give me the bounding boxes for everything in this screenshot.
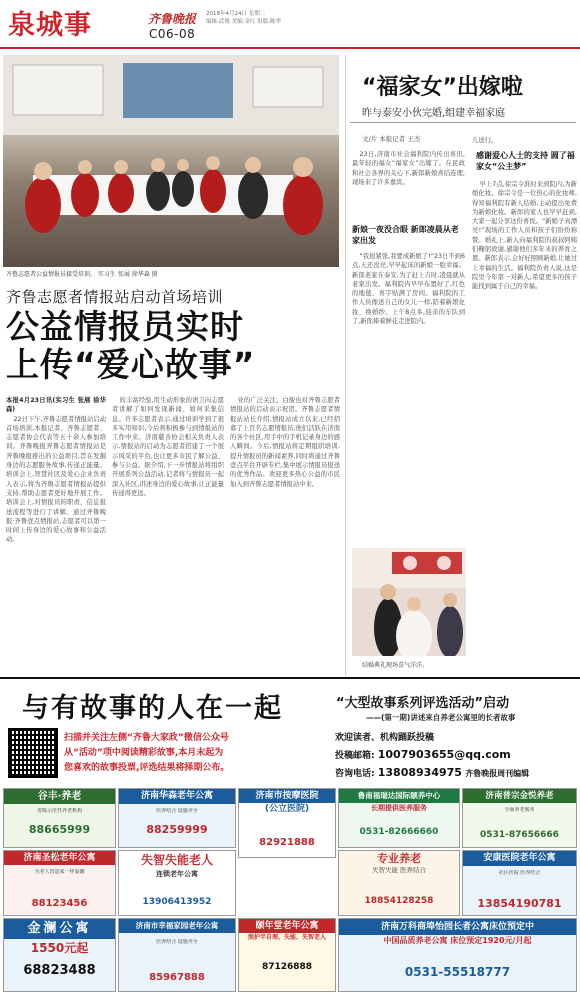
phone-number[interactable]: 13808934975 (377, 766, 462, 779)
ad-tel: 88259999 (146, 823, 208, 836)
side-col2-text: 早上7点,徐宗令准时来到院内,为新娘化妆。徐宗令是一位热心的化妆师,得知福利院有新人结婚,主动提出免费为新娘化妆。新郎的家人也早早赶到,大家一起分享这份喜悦。“新娘子真漂亮!”现场的工作人员和孩子们纷纷称赞。婚礼上,新人向福利院的叔叔阿姨们鞠躬致谢,感谢他们多年来的养育之恩。新郎表示,会好好照顾新娘,让她过上幸福的生活。福利院负责人说,这是院里今年第一对新人,希望更多的孩子能找到属于自己的幸福。 (472, 181, 577, 291)
ad-tel: 13906413952 (142, 897, 212, 907)
editors-line: 编辑:武俊 美编:金红 组版:陈华 (206, 19, 282, 25)
main-story-col3: 业的广泛关注。白骏也对齐鲁志愿者情报站的启动表示祝贺。齐鲁志愿者情报站站长介绍,情报站成立以来,已经招募了上百名志愿情报员,他们活跃在济南的各个社区,用手中的手机记录身边的感人瞬间。今后,情报站将定期组织培训,提升情报员的新闻素养,同时将通过齐鲁壹点平台开辟专栏,集中展示情报员报送的优秀作品。欢迎更多热心公益的市民加入到齐鲁志愿者情报站中来。 (230, 397, 340, 488)
ad-tel: 85967888 (149, 972, 205, 983)
ad-title: 颐年堂老年公寓 (239, 919, 335, 933)
ad-gufeng[interactable] (3, 788, 116, 848)
ad-ankang[interactable] (462, 850, 577, 916)
ad-title: 济南圣松老年公寓 (4, 851, 115, 865)
ad-sub: 照护半自理、失能、失智老人 (247, 934, 326, 941)
main-story-col2: 的丰富经验,用生动形象的语言向志愿者讲解了如何发现新闻、如何采集信息。许多志愿者表示,通过培训学到了很多实用知识,今后将积极参与到情报站的工作中来。济南慈善协会相关负责人表示,情报站的启动为志愿者搭建了一个展示风采的平台,也让更多市民了解公益、参与公益。据介绍,下一步情报站将组织开展系列公益活动,记者将与情报员一起深入社区,讲述身边的爱心故事,让正能量传递得更远。 (112, 397, 224, 497)
instruction-line-3: 您喜欢的故事投票,评选结果将择期公布。 (64, 763, 230, 773)
ad-title: 失智失能老人 (140, 853, 213, 867)
ad-title: 济南市按摩医院 (239, 789, 335, 803)
ad-title: 济南华森老年公寓 (119, 789, 235, 804)
wedding-caption: 结婚典礼现场喜气洋洋。 (362, 662, 429, 669)
ad-shengsong[interactable] (3, 850, 116, 916)
training-scene-illustration (3, 55, 339, 267)
ad-zhuanye[interactable] (338, 850, 460, 916)
ad-sub: 失智失能 医养结合 (371, 867, 427, 874)
wedding-scene-illustration (352, 548, 466, 656)
side-col2-top: 儿送行。 (472, 137, 498, 144)
column-name: 泉城事 (8, 10, 92, 41)
ad-band-top-rule (0, 677, 580, 679)
side-col1-bottom: “我很紧张,我要成新娘了!”23日不到6点,天还没亮,早早起床的新娘一脸幸福。新郎老家在泰安,为了赶上吉时,凌晨就从老家出发。福利院内早早布置好了,红色的地毯、喜字贴满了房间。福利院的工作人员像送自己的女儿一样,陪着新娘化妆、换婚纱。上午8点多,迎亲的车队到了,新郎捧着鲜花走进院内。 (352, 253, 465, 326)
ad-massage-hospital[interactable] (238, 788, 336, 858)
photo-caption: 齐鲁志愿者公益情报员接受培训。 实习生 张展 徐华森 摄 (6, 271, 158, 278)
ad-tel: 88123456 (31, 898, 88, 909)
ad-sub: 长期提供医养服务 (371, 804, 427, 812)
side-byline: 文/片 本报记者 王杰 (362, 135, 421, 143)
wedding-photo (352, 548, 466, 656)
ad-tel: 88665999 (28, 823, 91, 836)
ad-tel: 0531-55518777 (404, 965, 511, 979)
instruction-line-2: 从“活动”项中阅读精彩故事,本月末起为 (64, 748, 224, 758)
ad-sub: 全面养老服务 (504, 807, 535, 813)
side-subhead: 昨与泰安小伙完婚,组建幸福家庭 (362, 108, 506, 119)
ad-sub: (公立医院) (264, 804, 310, 814)
ad-band-slogan: 与有故事的人在一起 (22, 693, 283, 724)
ad-sub: 医养结合 设施齐全 (156, 808, 198, 814)
ad-title: 金澜公寓 (4, 919, 115, 939)
column-divider (345, 55, 346, 675)
ad-title: 济南万科商埠怡园长者公寓床位预定中 (339, 919, 576, 935)
main-story-col1 (6, 396, 106, 672)
email-label: 投稿邮箱: (335, 751, 375, 761)
ad-title: 鲁南福瑞达国际颐养中心 (339, 789, 459, 803)
event-title: “大型故事系列评选活动”启动 (336, 696, 510, 711)
phone-label: 咨询电话: (335, 769, 375, 779)
side-rule (350, 122, 576, 123)
side-headline: “福家女”出嫁啦 (362, 75, 523, 100)
ad-tel: 13854190781 (477, 897, 562, 910)
ad-title: 济南普宗金悦养老 (463, 789, 576, 803)
training-photo (3, 55, 339, 267)
event-subtitle: ——(第一期)讲述来自养老公寓里的长者故事 (366, 713, 516, 722)
ad-tel: 68823488 (23, 963, 96, 978)
ad-jinlan[interactable] (3, 918, 116, 992)
side-subhead-b: 感谢爱心人士的支持 圆了福家女“公主梦” (476, 151, 575, 171)
ad-title: 济南市幸福家园老年公寓 (119, 919, 235, 933)
ad-tel: 18854128258 (364, 896, 434, 906)
paper-logo: 齐鲁晚报 (148, 12, 197, 26)
ad-tel: 87126888 (261, 962, 313, 972)
ad-sub: 为老人营造家一样温馨 (34, 869, 85, 875)
main-headline-line1: 公益情报员实时 (6, 307, 244, 346)
ad-sub: 医养结合 设施齐全 (156, 939, 198, 945)
main-kicker: 齐鲁志愿者情报站启动首场培训 (6, 288, 224, 306)
instruction-line-1: 扫描并关注左侧“齐鲁大家政”微信公众号 (64, 733, 229, 743)
ad-sub: 社区医院 医养结合 (498, 870, 541, 876)
side-col1-top: 23日,济南市社会福利院内传出喜讯,最年轻的福女“福家女”出嫁了。在民政和社会各界的关心下,新郎新娘喜结连理,现场来了许多嘉宾。 (352, 151, 465, 186)
welcome-line: 欢迎读者、机构踊跃投稿 (335, 733, 435, 743)
main-headline-line2: 上传“爱心故事” (6, 345, 256, 384)
ad-sub: 连锁老年公寓 (156, 870, 198, 878)
ad-shizhi[interactable] (118, 850, 236, 916)
phone-note: 齐鲁晚报周刊编辑 (465, 769, 530, 778)
ad-sub: 1550元起 (30, 941, 89, 955)
issue-date: 2018年4月24日 星期二 (206, 11, 266, 17)
wechat-qr-code[interactable] (8, 728, 58, 778)
page-code: C06-08 (149, 27, 196, 41)
ad-xingfu[interactable] (118, 918, 236, 992)
ad-furuida[interactable] (338, 788, 460, 848)
page-header (0, 0, 580, 50)
ad-tel: 0531-87656666 (480, 830, 559, 840)
header-rule (0, 47, 580, 49)
ad-tel: 0531-82666660 (359, 827, 439, 837)
main-col1-text: 22日下午,齐鲁志愿者情报站启动首场培训,本报记者、齐鲁志愿者、志愿者协会代表等五十余人参加培训。齐鲁晚报齐鲁志愿者情报站是齐鲁晚报推出的公益项目,旨在发掘身边的志愿服务故事,传递正能量。培训会上,智慧社区及爱心企业负责人表示,将为齐鲁志愿者情报站提供支持,帮助志愿者更好地开展工作。培训会上,对情报员的职责、信息报送流程等进行了讲解。通过齐鲁晚报·齐鲁壹点情报站,志愿者可以第一时间上传身边的爱心故事和公益活动。 (6, 415, 106, 544)
ad-huasen[interactable] (118, 788, 236, 848)
ad-yiniantang[interactable] (238, 918, 336, 992)
side-subhead-a: 新娘一夜没合眼 新郎凌晨从老家出发 (352, 225, 459, 245)
ad-title: 安康医院老年公寓 (463, 851, 576, 866)
phone-row (335, 766, 529, 779)
main-dateline: 本报4月23日讯(实习生 张展 徐华森) (6, 397, 106, 414)
ad-vanke[interactable] (338, 918, 577, 992)
ad-title: 专业养老 (377, 852, 421, 865)
ad-sub: 中国品质养老公寓 床位预定1920元/月起 (383, 936, 532, 945)
ad-title: 谷丰·养老 (4, 789, 115, 804)
ad-tel: 82921888 (259, 837, 315, 848)
ad-sub: 省级示范性养老机构 (36, 808, 82, 814)
email-address[interactable]: 1007903655@qq.com (377, 748, 511, 761)
ad-puzong[interactable] (462, 788, 577, 848)
email-row (335, 748, 511, 761)
